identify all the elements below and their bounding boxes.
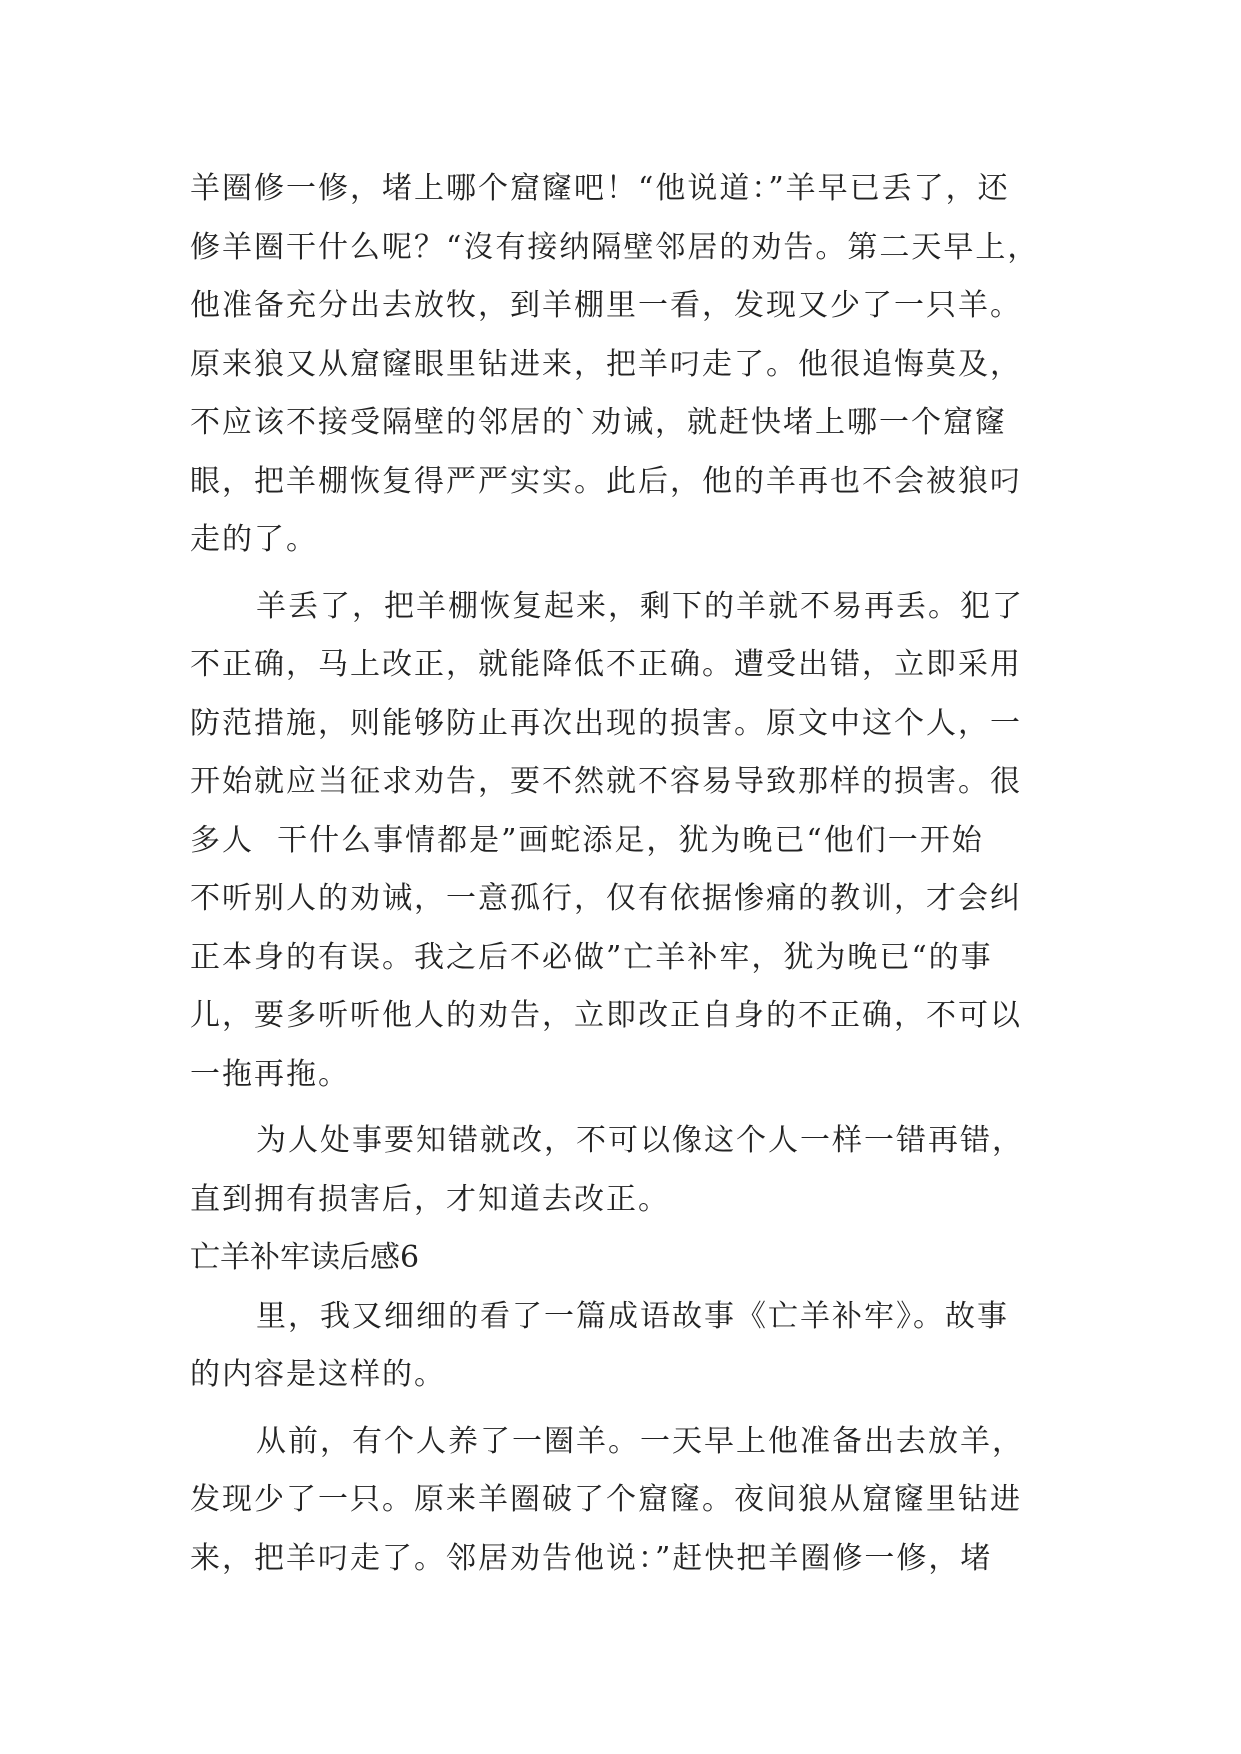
text-line: 的内容是这样的。 <box>190 1357 446 1392</box>
paragraph-3 <box>190 1112 1070 1229</box>
text-line: 儿，要多听听他人的劝告，立即改正自身的不正确，不可以 <box>190 998 1022 1033</box>
text-line: 不正确，马上改正，就能降低不正确。遭受出错，立即采用 <box>190 647 1022 682</box>
text-line: 正本身的有误。我之后不必做”亡羊补牢，犹为晚已“的事 <box>190 939 993 975</box>
text-line: 里，我又细细的看了一篇成语故事《亡羊补牢》。故事 <box>256 1298 1009 1334</box>
paragraph-5 <box>190 1413 1070 1589</box>
text-line: 发现少了一只。原来羊圈破了个窟窿。夜间狼从窟窿里钻进 <box>190 1482 1022 1517</box>
paragraph-2 <box>190 578 1070 1105</box>
text-line: 开始就应当征求劝告，要不然就不容易导致那样的损害。很 <box>190 764 1022 799</box>
text-line: 不听别人的劝诫，一意孤行，仅有依据惨痛的教训，才会纠 <box>190 881 1022 916</box>
text-line: 修羊圈干什么呢？“沒有接纳隔壁邻居的劝告。第二天早上， <box>190 229 1040 265</box>
paragraph-1 <box>190 160 1070 570</box>
text-line: 羊圈修一修，堵上哪个窟窿吧！“他说道：”羊早已丢了，还 <box>190 171 1010 206</box>
document-body <box>190 160 1070 1588</box>
paragraph-4 <box>190 1288 1070 1405</box>
text-line: 多人 干什么事情都是”画蛇添足，犹为晚已“他们一开始 <box>190 822 984 858</box>
text-line: 为人处事要知错就改，不可以像这个人一样一错再错， <box>256 1123 1024 1158</box>
text-line: 来，把羊叼走了。邻居劝告他说：”赶快把羊圈修一修，堵 <box>190 1540 993 1576</box>
text-line: 眼，把羊棚恢复得严严实实。此后，他的羊再也不会被狼叼 <box>190 463 1022 499</box>
text-line: 防范措施，则能够防止再次出现的损害。原文中这个人，一 <box>190 705 1022 741</box>
text-line: 羊丢了，把羊棚恢复起来，剩下的羊就不易再丢。犯了 <box>256 588 1024 624</box>
section-heading <box>190 1229 1070 1288</box>
text-line: 一拖再拖。 <box>190 1056 350 1092</box>
text-line: 从前，有个人养了一圈羊。一天早上他准备出去放羊， <box>256 1423 1024 1459</box>
text-line: 不应该不接受隔壁的邻居的`劝诫，就赶快堵上哪一个窟窿 <box>190 405 1007 440</box>
text-line: 走的了。 <box>190 522 318 557</box>
text-line: 他准备充分出去放牧，到羊棚里一看，发现又少了一只羊。 <box>190 288 1022 323</box>
section-title: 亡羊补牢读后感6 <box>190 1240 420 1275</box>
text-line: 直到拥有损害后，才知道去改正。 <box>190 1181 670 1217</box>
text-line: 原来狼又从窟窿眼里钻进来，把羊叼走了。他很追悔莫及， <box>190 346 1022 382</box>
